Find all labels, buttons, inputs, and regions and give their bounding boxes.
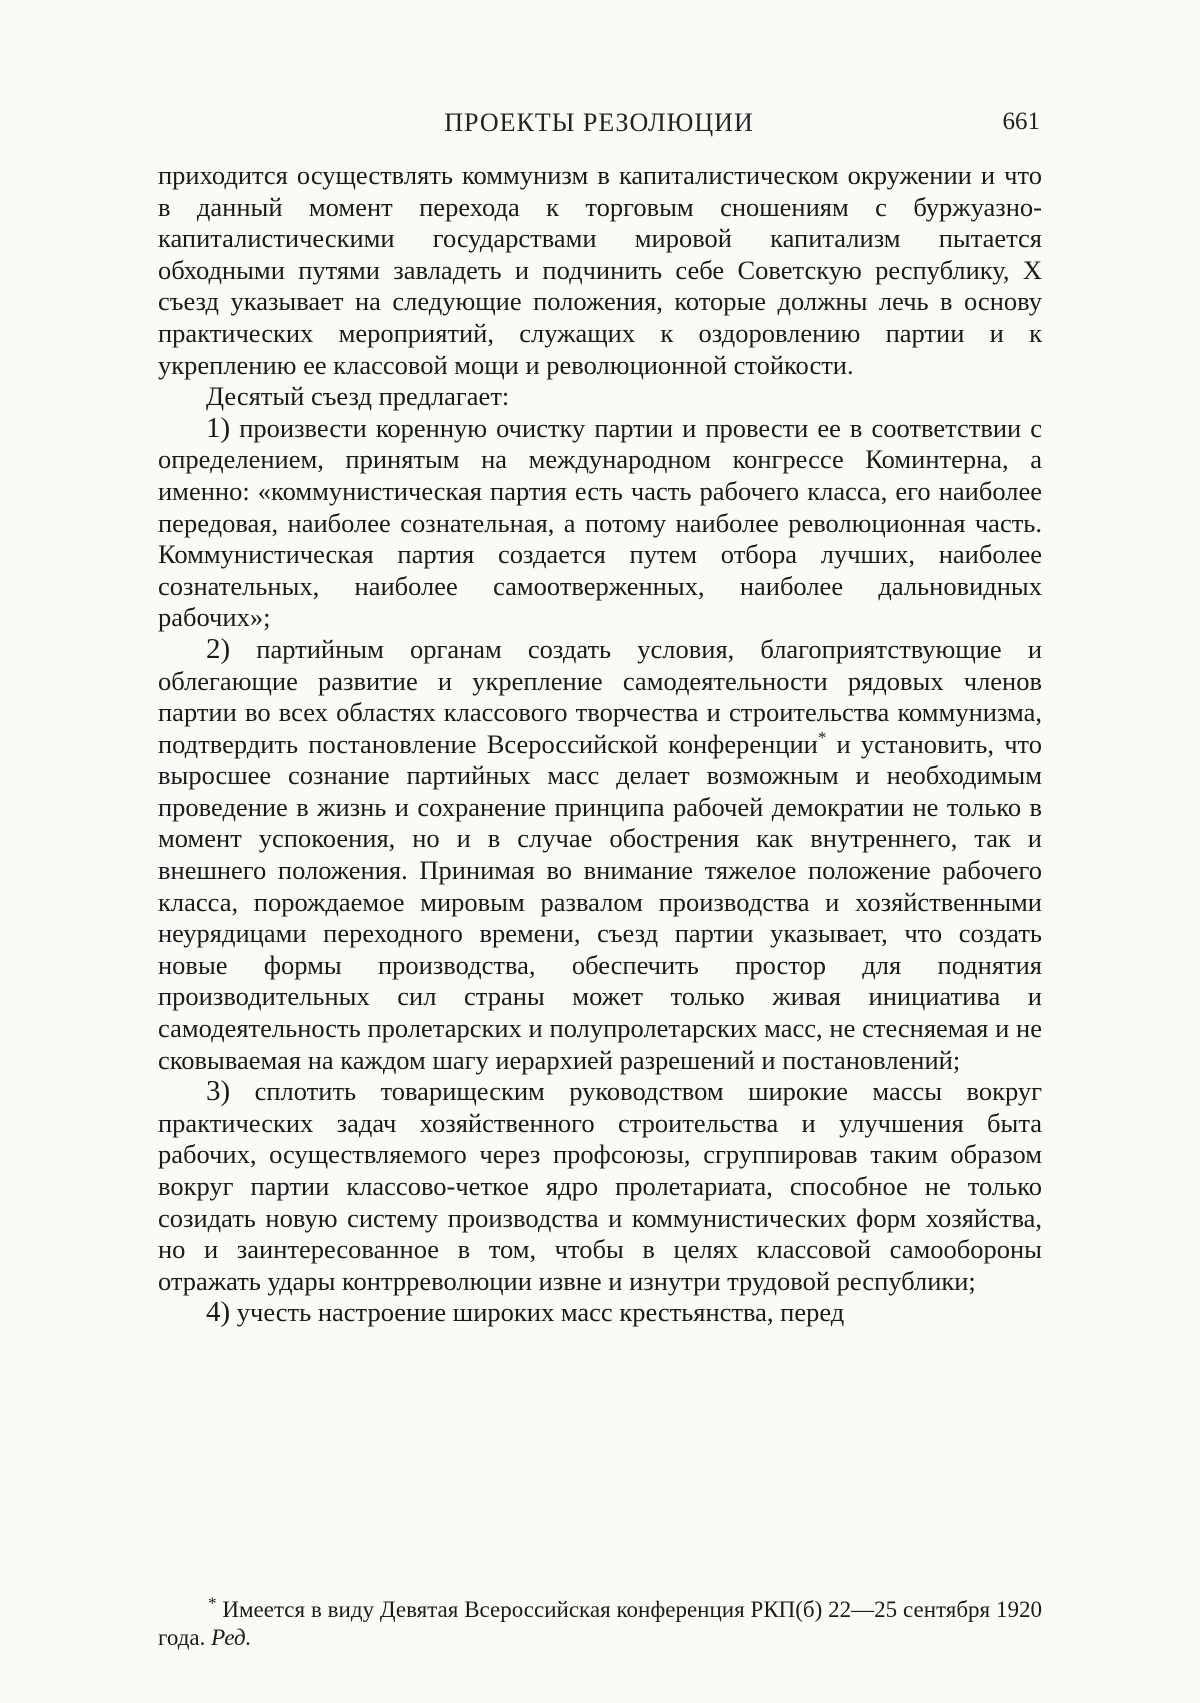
page-title: ПРОЕКТЫ РЕЗОЛЮЦИИ	[158, 108, 1040, 138]
item-number: 2)	[206, 633, 230, 665]
footnote	[158, 1596, 1042, 1652]
intro-paragraph: приходится осуществлять коммунизм в капиталистическом окружении и что в данный момент перехода к торговым сношениям с буржуазно-капиталистическими государствами мировой капитализм пытается обходными путями завладеть и подчинить себе Советскую республику, X съезд указывает на следующие положения, которые должны лечь в основу практических мероприятий, служащих к оздоровлению партии и к укреплению ее классовой мощи и революционной стойкости.	[158, 160, 1042, 381]
list-item-4	[158, 1297, 1042, 1329]
footnote-mark: *	[208, 1593, 217, 1612]
footnote-editor: Ред.	[211, 1625, 251, 1650]
item-text: произвести коренную очистку партии и провести ее в соответствии с определением, принятым на международном конгрессе Коминтерна, а именно: «коммунистическая партия есть часть рабочего класса, его наиболее передовая, наиболее сознательная, а потому наиболее революционная часть. Коммунистическая партия создается путем отбора лучших, наиболее сознательных, наиболее самоотверженных, наиболее дальновидных рабочих»;	[158, 413, 1042, 633]
list-item-1	[158, 413, 1042, 634]
running-header	[158, 108, 1040, 148]
page-number: 661	[1003, 108, 1041, 136]
item-number: 1)	[206, 412, 230, 444]
list-item-2	[158, 634, 1042, 1076]
item-number: 4)	[206, 1296, 230, 1328]
footnote-text: Имеется в виду Девятая Всероссийская конференция РКП(б) 22—25 сентября 1920 года.	[158, 1597, 1042, 1650]
proposal-intro: Десятый съезд предлагает:	[158, 381, 1042, 413]
item-text: учесть настроение широких масс крестьянства, перед	[237, 1297, 844, 1327]
footnote-reference: *	[818, 728, 827, 747]
item-number: 3)	[206, 1075, 230, 1107]
footnote-paragraph	[158, 1596, 1042, 1652]
document-page	[0, 0, 1200, 1703]
item-text: партийным органам создать условия, благоприятствующие и облегающие развитие и укрепление самодеятельности рядовых членов партии во всех областях классового творчества и строительства коммунизма, подтвердить постановление Всероссийской конференции	[158, 634, 1042, 759]
item-text-continued: и установить, что выросшее сознание партийных масс делает возможным и необходимым проведение в жизнь и сохранение принципа рабочей демократии не только в момент успокоения, но и в случае обострения как внутреннего, так и внешнего положения. Принимая во внимание тяжелое положение рабочего класса, порождаемое мировым развалом производства и хозяйственными неурядицами переходного времени, съезд партии указывает, что создать новые формы производства, обеспечить простор для поднятия производительных сил страны может только живая инициатива и самодеятельность пролетарских и полупролетарских масс, не стесняемая и не сковываемая на каждом шагу иерархией разрешений и постановлений;	[158, 729, 1042, 1075]
item-text: сплотить товарищеским руководством широкие массы вокруг практических задач хозяйственного строительства и улучшения быта рабочих, осуществляемого через профсоюзы, сгруппировав таким образом вокруг партии классово-четкое ядро пролетариата, способное не только созидать новую систему производства и коммунистических форм хозяйства, но и заинтересованное в том, чтобы в целях классовой самообороны отражать удары контрреволюции извне и изнутри трудовой республики;	[158, 1076, 1042, 1296]
body-text	[158, 160, 1042, 1329]
list-item-3	[158, 1076, 1042, 1297]
